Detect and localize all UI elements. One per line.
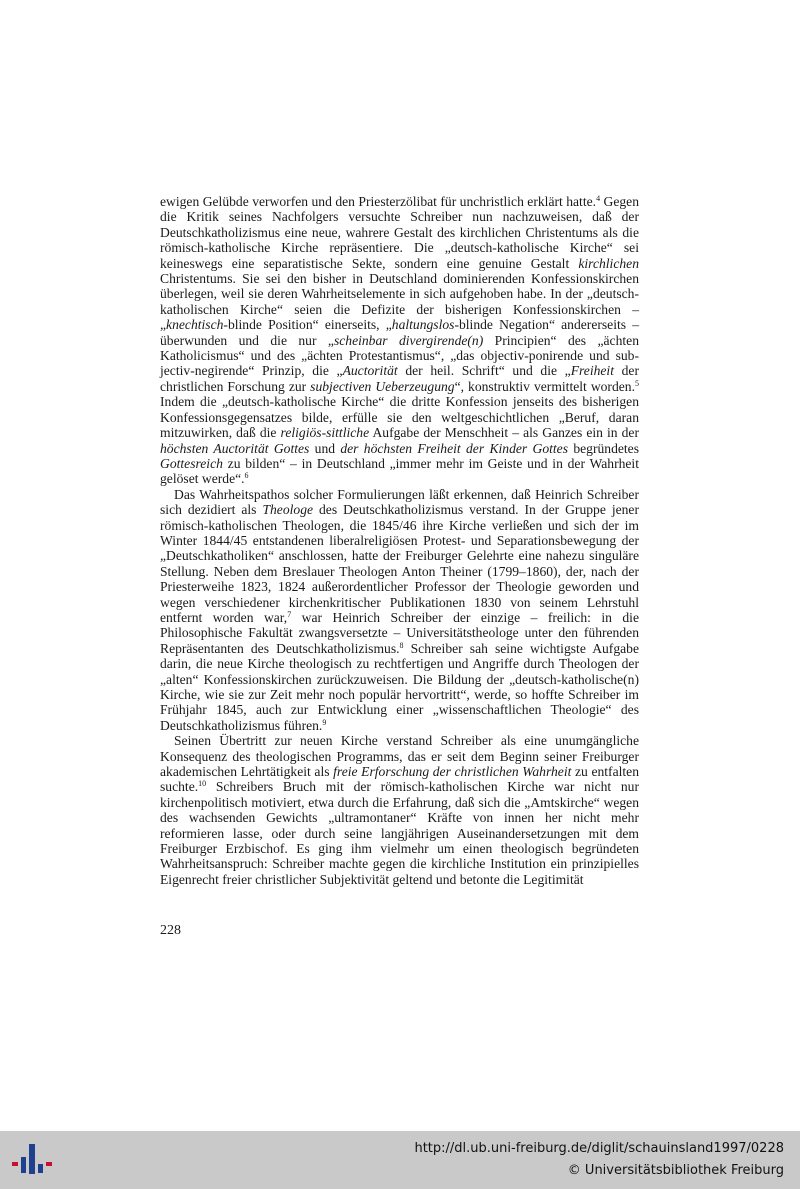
text-run: Schreiber sah seine wichtigste Aufgabe darin, die neue Kirche theologisch zu rechtfertigen und Angriffe durch Theologen der „alten“ Konfessionskirchen zurückzuweisen. Die Bildung der „deutsch-katholische(n) Kirche, wie sie zur Zeit mehr noch populär hervortritt“, werde, so hoffte Schreiber im Frühjahr 1845, auch zur Entwicklung einer „wissenschaftlichen Theologie“ des Deutschkatholizismus führen. xyxy=(160,640,639,733)
footnote-marker: 9 xyxy=(322,717,327,727)
text-run: haltungslos- xyxy=(391,317,459,333)
text-run: der christlichen Forschung zur xyxy=(160,363,639,394)
body-text xyxy=(160,194,639,887)
text-run: und xyxy=(309,440,341,456)
text-run: des Deutschkatholizismus verstand. In der Gruppe jener römisch-katholischen Theologen, die 1845/46 ihre Kirche verließen und sich der im Winter 1844/45 entstandenen liberalreligiösen Protest- und Separationsbewegung der „Deutschkatholiken“ anschlossen, hatte der Freiburger Gelehrte eine nahezu singuläre Stellung. Neben dem Breslauer Theologen Anton Theiner (1799–1860), der, nach der Priesterweihe 1823, 1824 außerordentlicher Professor der Theologie geworden und wegen verschiedener kirchenkritischer Publikationen 1830 von seinem Lehrstuhl entfernt worden war, xyxy=(160,502,639,625)
text-run: subjectiven Ueberzeugung xyxy=(310,378,455,394)
text-run: der höchsten Freiheit der Kinder Gottes xyxy=(340,440,569,456)
text-run: war Heinrich Schreiber der einzige – freilich: in die Philosophische Fakultät zwangsversetzte – Universitätstheologe unter den führenden Repräsentanten des Deutschkatholizismus. xyxy=(160,609,639,656)
text-run: Das Wahrheitspathos solcher Formulierungen läßt erkennen, daß Heinrich Schreiber sich dezidiert als xyxy=(160,486,639,518)
text-run: zu entfalten suchte. xyxy=(160,764,640,795)
text-run: blinde Position“ einerseits, „ xyxy=(227,317,392,333)
footnote-marker: 10 xyxy=(198,779,207,789)
text-run: freie Erforschung der christlichen Wahrheit xyxy=(333,764,572,780)
text-run: Gegen die Kritik seines Nachfolgers versuchte Schreiber nun nachzuweisen, daß der Deutschkatholizismus eine neue, wahrere Gestalt des kirchlichen Christentums als die römisch-katholische Kirche repräsentiere. Die „deutsch-katholische Kirche“ sei keineswegs eine separatistische Sekte, sondern eine genuine Gestalt xyxy=(160,194,639,271)
footnote-marker: 8 xyxy=(399,640,404,650)
paragraph xyxy=(160,487,639,734)
paragraph xyxy=(160,733,639,887)
text-run: kirchlichen xyxy=(578,255,639,271)
text-run: höchsten Auctorität Gottes xyxy=(160,440,310,456)
text-run: begründetes xyxy=(568,440,640,456)
text-run: Seinen Übertritt zur neuen Kirche verstand Schreiber als eine unumgängliche Konsequenz des theologischen Programms, das er seit dem Beginn seiner Freiburger akademischen Lehrtätigkeit als xyxy=(160,733,639,780)
text-run: religiös-sittliche xyxy=(280,425,370,441)
footnote-marker: 5 xyxy=(635,378,639,388)
text-run: Christentums. Sie sei den bisher in Deutschland dominierenden Konfessionskirchen überlegen, weil sie deren Wahrheitselemente in sich aufgehoben habe. In der „deutsch-katholischen Kirche“ seien die Defizite der bisherigen Konfessionskirchen – „ xyxy=(160,271,639,333)
text-run: scheinbar divergirende(n) xyxy=(333,332,484,348)
page-number: 228 xyxy=(160,923,181,938)
text-run: Aufgabe der Menschheit – als Ganzes ein in der xyxy=(369,425,639,441)
text-run: Principien“ des „ächten Katholicismus“ und des „ächten Protestantismus“, „das objectiv-ponirende und subjectiv-negirende“ Prinzip, die „ xyxy=(160,332,639,379)
text-run: Indem die „deutsch-katholische Kirche“ die dritte Konfession jenseits des bisherigen Konfessionsgegensatzes bilde, erfülle sie den weltgeschichtlichen „Beruf, daran mitzuwirken, daß die xyxy=(160,394,639,441)
text-run: zu bilden“ – in Deutschland „immer mehr im Geiste und in der Wahrheit gelöset werde“. xyxy=(160,455,639,487)
text-run: Auctorität xyxy=(342,363,398,379)
text-run: Schreibers Bruch mit der römisch-katholischen Kirche war nicht nur kirchenpolitisch motiviert, etwa durch die Erfahrung, daß sich die „Amtskirche“ wegen des wachsenden Gewichts „ultramontaner“ Kräfte von innen her nicht mehr reformieren lasse, oder durch seine langjährigen Auseinandersetzungen mit dem Freiburger Erzbischof. Es ging ihm vielmehr um einen theologisch begründeten Wahrheitsanspruch: Schreiber machte gegen die kirchliche Institution ein prinzipielles Eigenrecht freier christlicher Subjektivität geltend und betonte die Legitimität xyxy=(160,779,639,887)
footnote-marker: 4 xyxy=(596,194,601,203)
text-run: Theologe xyxy=(262,502,314,518)
text-run: Gottesreich xyxy=(160,455,223,471)
footnote-marker: 7 xyxy=(287,609,292,619)
paragraph xyxy=(160,194,639,487)
text-run: “, konstruktiv vermittelt worden. xyxy=(454,378,635,394)
footnote-marker: 6 xyxy=(244,471,249,481)
footer-bar xyxy=(0,1131,800,1189)
text-run: knechtisch- xyxy=(166,317,228,333)
text-run: blinde Negation“ andererseits – überwunden und die nur „ xyxy=(160,317,639,348)
text-run: der heil. Schrift“ und die „ xyxy=(397,363,571,379)
text-run: Freiheit xyxy=(570,363,614,379)
permalink-url[interactable]: http://dl.ub.uni-freiburg.de/diglit/schauinsland1997/0228 xyxy=(414,1141,784,1156)
text-run: ewigen Gelübde verworfen und den Priesterzölibat für unchristlich erklärt hatte. xyxy=(160,194,597,209)
ub-freiburg-logo-icon xyxy=(10,1141,54,1177)
copyright-notice: © Universitätsbibliothek Freiburg xyxy=(567,1163,784,1178)
